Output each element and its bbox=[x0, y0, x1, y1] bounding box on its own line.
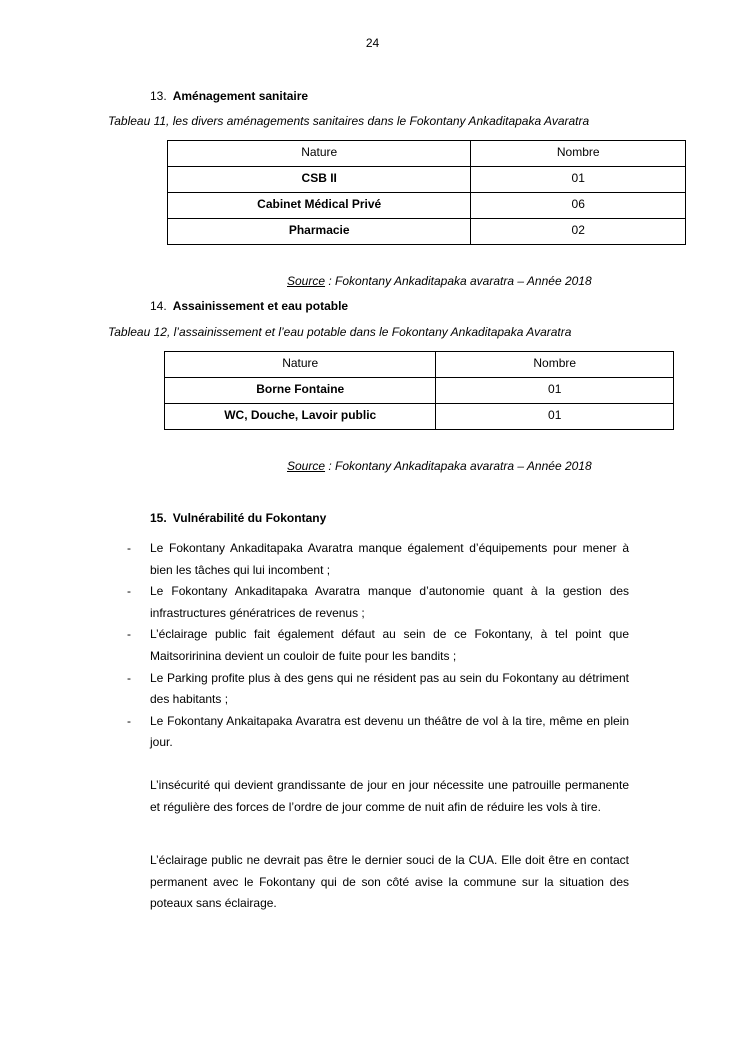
bullet-dash: - bbox=[127, 713, 131, 728]
table-row bbox=[165, 404, 674, 430]
cell-nombre: 06 bbox=[471, 193, 686, 219]
table-row bbox=[165, 378, 674, 404]
header-nature: Nature bbox=[168, 141, 471, 167]
table-12-caption: Tableau 12, l’assainissement et l’eau potable dans le Fokontany Ankaditapaka Avaratra bbox=[108, 325, 572, 339]
section-14-title: Assainissement et eau potable bbox=[172, 299, 349, 313]
section-13-title: Aménagement sanitaire bbox=[172, 89, 309, 103]
cell-nombre: 02 bbox=[471, 219, 686, 245]
table-header-row bbox=[165, 352, 674, 378]
cell-nature: Pharmacie bbox=[168, 219, 471, 245]
section-13-number: 13. bbox=[150, 89, 167, 103]
section-15-heading bbox=[150, 511, 326, 525]
bullet-dash: - bbox=[127, 541, 131, 555]
table-12 bbox=[164, 351, 674, 430]
list-item bbox=[112, 668, 629, 711]
section-14-heading bbox=[150, 299, 348, 313]
table-row bbox=[168, 219, 686, 245]
section-15-number: 15. bbox=[150, 511, 167, 525]
list-item-text: L’éclairage public fait également défaut au sein de ce Fokontany, à tel point que Maitsoririnina devient un couloir de fuite pour les bandits ; bbox=[150, 627, 629, 663]
page-number: 24 bbox=[365, 36, 380, 50]
paragraph-insecurity: L’insécurité qui devient grandissante de jour en jour nécessite une patrouille permanente et régulière des forces de l’ordre de jour comme de nuit afin de réduire les vols à tire. bbox=[150, 778, 629, 814]
table-11 bbox=[167, 140, 686, 245]
header-nombre: Nombre bbox=[436, 352, 674, 378]
bullet-dash: - bbox=[127, 584, 131, 599]
list-item-text: Le Parking profite plus à des gens qui ne résident pas au sein du Fokontany au détriment des habitants ; bbox=[150, 670, 629, 707]
table-12-source bbox=[287, 459, 592, 473]
table-11-source bbox=[287, 274, 592, 288]
cell-nombre: 01 bbox=[436, 404, 674, 430]
list-item bbox=[112, 711, 629, 754]
source-label: Source bbox=[287, 459, 326, 473]
header-nombre: Nombre bbox=[471, 141, 686, 167]
cell-nature: Borne Fontaine bbox=[165, 378, 436, 404]
list-item bbox=[112, 581, 629, 624]
section-14-number: 14. bbox=[150, 299, 167, 313]
vulnerability-list bbox=[112, 538, 629, 754]
bullet-dash: - bbox=[127, 627, 131, 642]
cell-nature: CSB II bbox=[168, 167, 471, 193]
table-11-caption: Tableau 11, les divers aménagements sanitaires dans le Fokontany Ankaditapaka Avaratra bbox=[108, 114, 590, 128]
section-13-heading bbox=[150, 89, 308, 103]
cell-nombre: 01 bbox=[436, 378, 674, 404]
bullet-dash: - bbox=[127, 670, 131, 685]
list-item-text: Le Fokontany Ankaditapaka Avaratra manque d’autonomie quant à la gestion des infrastructures génératrices de revenus ; bbox=[150, 584, 629, 620]
section-15-title: Vulnérabilité du Fokontany bbox=[172, 511, 327, 525]
source-label: Source bbox=[287, 274, 326, 288]
cell-nature: WC, Douche, Lavoir public bbox=[165, 404, 436, 430]
table-row bbox=[168, 193, 686, 219]
table-header-row bbox=[168, 141, 686, 167]
header-nature: Nature bbox=[165, 352, 436, 378]
list-item bbox=[112, 538, 629, 581]
paragraph-lighting: L’éclairage public ne devrait pas être le dernier souci de la CUA. Elle doit être en contact permanent avec le Fokontany qui de son côté avise la commune sur la situation des poteaux sans éclairage. bbox=[150, 853, 629, 911]
list-item bbox=[112, 624, 629, 667]
cell-nombre: 01 bbox=[471, 167, 686, 193]
source-text: : Fokontany Ankaditapaka avaratra – Année 2018 bbox=[325, 274, 592, 288]
table-row bbox=[168, 167, 686, 193]
source-text: : Fokontany Ankaditapaka avaratra – Année 2018 bbox=[325, 459, 592, 473]
list-item-text: Le Fokontany Ankaditapaka Avaratra manque également d’équipements pour mener à bien les tâches qui lui incombent ; bbox=[150, 541, 629, 577]
cell-nature: Cabinet Médical Privé bbox=[168, 193, 471, 219]
list-item-text: Le Fokontany Ankaitapaka Avaratra est devenu un théâtre de vol à la tire, même en plein jour. bbox=[150, 713, 629, 750]
